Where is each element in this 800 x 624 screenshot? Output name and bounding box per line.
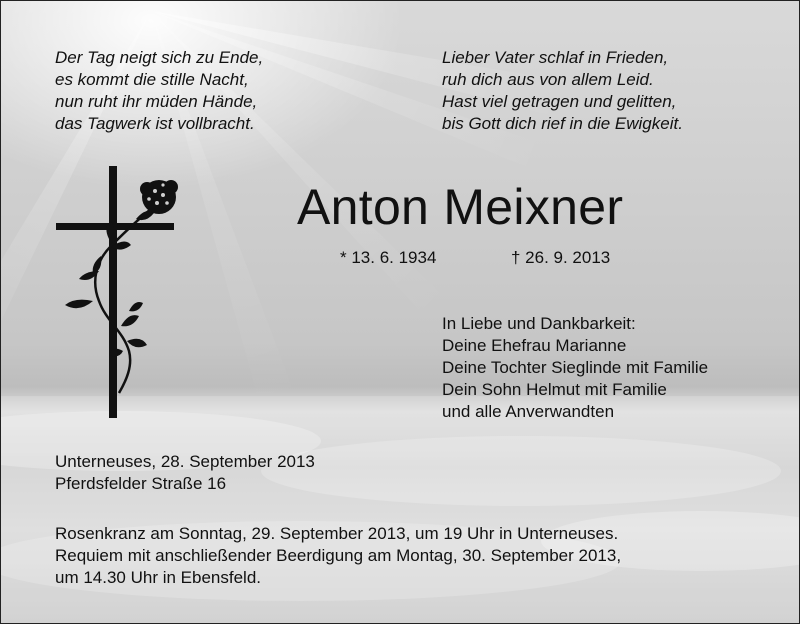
- deceased-name: Anton Meixner: [297, 179, 624, 235]
- poem-line: nun ruht ihr müden Hände,: [55, 92, 258, 111]
- poem-right: [442, 47, 683, 135]
- death-date: † 26. 9. 2013: [511, 248, 611, 267]
- service-line: Rosenkranz am Sonntag, 29. September 2013, um 19 Uhr in Unterneuses.: [55, 524, 619, 543]
- service-line: um 14.30 Uhr in Ebensfeld.: [55, 568, 262, 587]
- poem-line: Lieber Vater schlaf in Frieden,: [442, 48, 669, 67]
- poem-line: Hast viel getragen und gelitten,: [442, 92, 677, 111]
- service-details: [55, 523, 621, 589]
- mourner-line: In Liebe und Dankbarkeit:: [442, 314, 636, 333]
- poem-line: Der Tag neigt sich zu Ende,: [55, 48, 264, 67]
- place-and-address: [55, 451, 315, 495]
- poem-line: ruh dich aus von allem Leid.: [442, 70, 654, 89]
- birth-date: * 13. 6. 1934: [340, 248, 437, 267]
- place-date: Unterneuses, 28. September 2013: [55, 452, 315, 471]
- service-line: Requiem mit anschließender Beerdigung am Montag, 30. September 2013,: [55, 546, 622, 565]
- street-address: Pferdsfelder Straße 16: [55, 474, 227, 493]
- mourners-list: [442, 313, 708, 423]
- mourner-line: Deine Ehefrau Marianne: [442, 336, 627, 355]
- mourner-line: und alle Anverwandten: [442, 402, 615, 421]
- poem-line: bis Gott dich rief in die Ewigkeit.: [442, 114, 683, 133]
- poem-left: [55, 47, 263, 135]
- poem-line: das Tagwerk ist vollbracht.: [55, 114, 255, 133]
- mourner-line: Deine Tochter Sieglinde mit Familie: [442, 358, 709, 377]
- mourner-line: Dein Sohn Helmut mit Familie: [442, 380, 667, 399]
- poem-line: es kommt die stille Nacht,: [55, 70, 249, 89]
- cross-with-rose-icon: [51, 161, 186, 423]
